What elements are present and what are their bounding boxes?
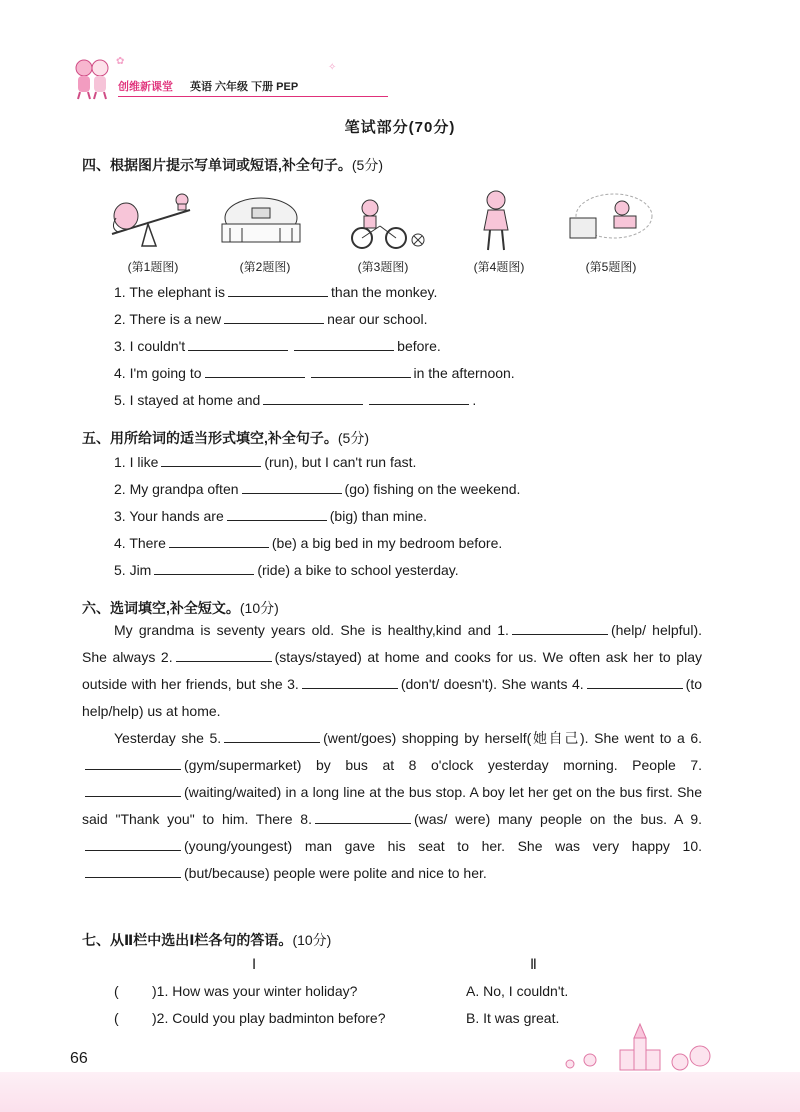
- answer-blank[interactable]: [85, 865, 181, 878]
- answer-blank[interactable]: [224, 311, 324, 324]
- section-7-title: 七、从Ⅱ栏中选出Ⅰ栏各句的答语。: [82, 932, 293, 948]
- answer-blank[interactable]: [85, 757, 181, 770]
- column-1-header: Ⅰ: [252, 956, 257, 972]
- book-info: 英语 六年级 下册 PEP: [190, 81, 299, 93]
- answer-blank[interactable]: [85, 838, 181, 851]
- castle-decoration-icon: [550, 1020, 730, 1072]
- s4-question-1: 1. The elephant is than the monkey.: [114, 284, 438, 300]
- s4-question-2: 2. There is a new near our school.: [114, 311, 428, 327]
- footer-band: [0, 1072, 800, 1112]
- answer-blank[interactable]: [169, 535, 269, 548]
- s5-question-1: 1. I like (run), but I can't run fast.: [114, 454, 417, 470]
- answer-blank[interactable]: [227, 508, 327, 521]
- sparkle-icon: ✧: [328, 62, 337, 73]
- girl-phone-icon: [454, 188, 544, 252]
- answer-blank[interactable]: [176, 649, 272, 662]
- answer-blank[interactable]: [154, 562, 254, 575]
- answer-blank[interactable]: [369, 392, 469, 405]
- caption-4: (第4题图): [473, 260, 525, 274]
- answer-blank[interactable]: [242, 481, 342, 494]
- match-answer-b: B. It was great.: [466, 1010, 560, 1026]
- answer-blank[interactable]: [512, 622, 608, 635]
- passage-paragraph-1: My grandma is seventy years old. She is healthy,kind and 1. (help/ helpful). She always 2. (stays/stayed) at home and cooks for us. We often ask her to play outside with her friends, but she 3. (don't/ doesn't). She wants 4. (to help/help) us at home.: [82, 622, 703, 719]
- boy-bike-cross-icon: [340, 188, 430, 252]
- column-2-header: Ⅱ: [530, 956, 537, 972]
- s4-question-5: 5. I stayed at home and .: [114, 392, 477, 408]
- answer-blank[interactable]: [294, 338, 394, 351]
- brand-name: 创维新课堂: [118, 81, 173, 93]
- cartoon-kids-logo-icon: [70, 56, 118, 100]
- s5-question-3: 3. Your hands are (big) than mine.: [114, 508, 428, 524]
- answer-blank[interactable]: [85, 784, 181, 797]
- section-5-title: 五、用所给词的适当形式填空,补全句子。: [82, 430, 338, 446]
- passage-paragraph-2: Yesterday she 5. (went/goes) shopping by herself(她自己). She went to a 6.(gym/supermarket) by bus at 8 o'clock yesterday morning. People 7.(waiting/waited) in a long line at the bus stop. A boy let her get on the bus first. She said "Thank you" to him. There 8. (was/ were) many people on the bus. A 9.(young/youngest) man gave his seat to her. She was very happy 10.(but/because) people were polite and nice to her.: [82, 730, 703, 881]
- section-5-points: (5分): [337, 430, 370, 446]
- answer-blank[interactable]: [311, 365, 411, 378]
- section-6-title: 六、选词填空,补全短文。: [82, 600, 240, 616]
- caption-2: (第2题图): [239, 260, 291, 274]
- section-7-heading: [82, 930, 331, 950]
- caption-1: (第1题图): [127, 260, 179, 274]
- section-4-points: (5分): [351, 157, 384, 173]
- page-number: 66: [70, 1050, 88, 1067]
- answer-blank[interactable]: [161, 454, 261, 467]
- answer-blank[interactable]: [587, 676, 683, 689]
- s4-question-4: 4. I'm going to in the afternoon.: [114, 365, 515, 381]
- section-4-heading: [82, 155, 383, 175]
- match-answer-a: A. No, I couldn't.: [466, 983, 569, 999]
- s5-question-4: 4. There (be) a big bed in my bedroom before.: [114, 535, 503, 551]
- answer-blank[interactable]: [263, 392, 363, 405]
- caption-3: (第3题图): [357, 260, 409, 274]
- match-question-2: )2. Could you play badminton before?: [152, 1010, 386, 1026]
- s5-question-5: 5. Jim (ride) a bike to school yesterday.: [114, 562, 459, 578]
- answer-paren[interactable]: (: [114, 1010, 119, 1026]
- answer-paren[interactable]: (: [114, 983, 119, 999]
- s4-question-3: 3. I couldn't before.: [114, 338, 441, 354]
- section-5-heading: [82, 428, 369, 448]
- header-divider: [118, 96, 388, 97]
- page-title: 笔试部分(70分): [344, 119, 456, 136]
- sparkle-icon: ✿: [116, 56, 125, 67]
- match-question-1: )1. How was your winter holiday?: [152, 983, 358, 999]
- answer-blank[interactable]: [302, 676, 398, 689]
- cinema-building-icon: [216, 188, 306, 252]
- section-7-points: (10分): [292, 932, 332, 948]
- seesaw-elephant-monkey-icon: [104, 188, 194, 252]
- caption-5: (第5题图): [585, 260, 637, 274]
- answer-blank[interactable]: [224, 730, 320, 743]
- s5-question-2: 2. My grandpa often (go) fishing on the weekend.: [114, 481, 521, 497]
- answer-blank[interactable]: [205, 365, 305, 378]
- page-header: [70, 56, 337, 102]
- answer-blank[interactable]: [315, 811, 411, 824]
- answer-blank[interactable]: [228, 284, 328, 297]
- section-6-points: (10分): [239, 600, 279, 616]
- answer-blank[interactable]: [188, 338, 288, 351]
- section-6-heading: [82, 598, 279, 618]
- section-4-title: 四、根据图片提示写单词或短语,补全句子。: [82, 157, 352, 173]
- girl-sofa-tv-icon: [566, 188, 656, 252]
